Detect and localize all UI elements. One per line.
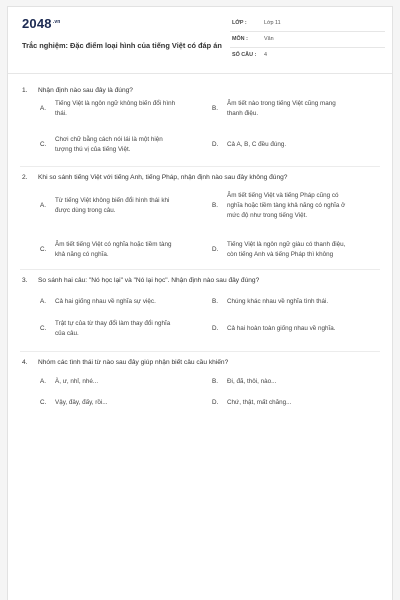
option-b[interactable]: B. Chúng khác nhau về nghĩa tình thái. — [212, 298, 329, 305]
question-text: 3. So sánh hai câu: "Nó học lại" và "Nó lại học". Nhận định nào sau đây đúng? — [22, 277, 260, 284]
divider — [20, 351, 380, 352]
meta-subject — [230, 31, 385, 48]
option-label: D. — [212, 246, 219, 253]
option-label: A. — [40, 105, 46, 112]
option-d[interactable]: D. Tiếng Việt là ngôn ngữ giàu có thanh điệu, còn tiếng Anh và tiếng Pháp thì không — [212, 241, 346, 258]
option-label: A. — [40, 298, 46, 305]
option-a[interactable]: A. Tiếng Việt là ngôn ngữ không biến đổi hình thái. — [40, 100, 176, 117]
header — [8, 7, 392, 74]
option-label: C. — [40, 399, 47, 406]
option-a[interactable]: A. À, ư, nhỉ, nhé... — [40, 378, 99, 385]
option-label: C. — [40, 325, 47, 332]
option-label: B. — [212, 105, 218, 112]
option-label: C. — [40, 246, 47, 253]
option-label: A. — [40, 378, 46, 385]
meta-label: SỐ CÂU : — [232, 52, 257, 58]
site-logo[interactable]: $2048^{.vn}$ — [22, 16, 61, 31]
option-a[interactable]: A. Từ tiếng Việt không biến đổi hình thái khi được dùng trong câu. — [40, 197, 170, 214]
option-label: B. — [212, 202, 218, 209]
meta-label: MÔN : — [232, 36, 248, 42]
meta-question-count — [230, 47, 385, 63]
question-text: 2. Khi so sánh tiếng Việt với tiếng Anh, tiếng Pháp, nhận định nào sau đây không đúng? — [22, 174, 288, 181]
option-c[interactable]: C. Chơi chữ bằng cách nói lái là một hiện tượng thú vị của tiếng Việt. — [40, 136, 163, 153]
option-label: B. — [212, 298, 218, 305]
option-label: D. — [212, 325, 219, 332]
option-label: C. — [40, 141, 47, 148]
divider — [20, 166, 380, 167]
option-b[interactable]: B. Âm tiết nào trong tiếng Việt cũng mang thanh điệu. — [212, 100, 336, 117]
option-c[interactable]: C. Trật tự của từ thay đổi làm thay đổi nghĩa của câu. — [40, 320, 171, 337]
option-a[interactable]: A. Cả hai giống nhau về nghĩa sự việc. — [40, 298, 156, 305]
question-text: 4. Nhóm các tình thái từ nào sau đây giúp nhận biết câu cầu khiến? — [22, 359, 229, 366]
quiz-sheet — [7, 6, 393, 600]
option-b[interactable]: B. Đi, đã, thôi, nào... — [212, 378, 277, 385]
page-title: Trắc nghiệm: Đặc điểm loại hình của tiếng Việt có đáp án — [22, 41, 222, 50]
meta-value: Lớp 11 — [264, 20, 281, 26]
option-d[interactable]: D. Cả A, B, C đều đúng. — [212, 141, 287, 148]
option-d[interactable]: D. Cả hai hoàn toàn giống nhau về nghĩa. — [212, 325, 336, 332]
question-text: 1. Nhận định nào sau đây là đúng? — [22, 87, 133, 94]
option-label: B. — [212, 378, 218, 385]
option-c[interactable]: C. Âm tiết tiếng Việt có nghĩa hoặc tiềm tàng khả năng có nghĩa. — [40, 241, 172, 258]
meta-class — [230, 15, 385, 32]
divider — [20, 269, 380, 270]
option-c[interactable]: C. Vậy, đây, đấy, rồi... — [40, 399, 108, 406]
meta-label: LỚP : — [232, 20, 247, 26]
option-d[interactable]: D. Chứ, thật, mất chăng... — [212, 399, 292, 406]
option-label: D. — [212, 141, 219, 148]
option-label: A. — [40, 202, 46, 209]
option-label: D. — [212, 399, 219, 406]
meta-value: 4 — [264, 52, 267, 58]
meta-value: Văn — [264, 36, 274, 42]
option-b[interactable]: B. Âm tiết tiếng Việt và tiếng Pháp cũng có nghĩa hoặc tiềm tàng khả năng có nghĩa ở mức độ như trong tiếng Việt. — [212, 192, 346, 219]
